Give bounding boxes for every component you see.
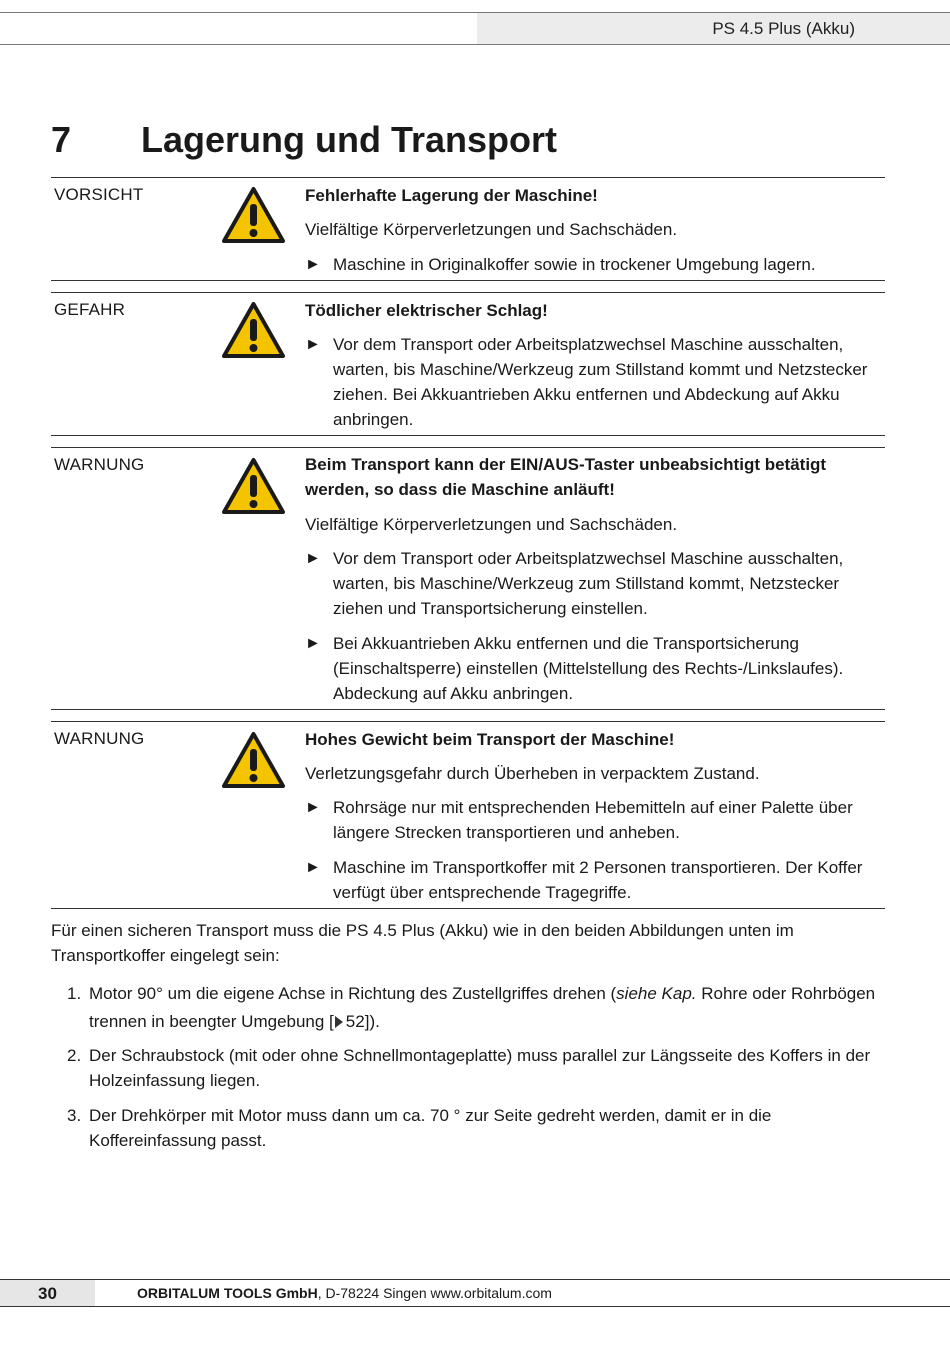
warning-text: Verletzungsgefahr durch Überheben in verpacktem Zustand.: [305, 764, 760, 783]
warning-bullet: ► Rohrsäge nur mit entsprechenden Hebemitteln auf einer Palette über längere Strecken transportieren und anheben.: [305, 795, 885, 845]
warning-title: Hohes Gewicht beim Transport der Maschine!: [305, 730, 675, 749]
warning-text: Vielfältige Körperverletzungen und Sachschäden.: [305, 515, 678, 534]
warning-rule-bottom: [51, 908, 885, 909]
warning-title: Tödlicher elektrischer Schlag!: [305, 301, 548, 320]
page-reference[interactable]: 52: [345, 1012, 365, 1031]
chapter-title: Lagerung und Transport: [141, 119, 558, 160]
arrow-right-icon: ►: [305, 799, 321, 816]
chapter-number: 7: [51, 119, 72, 160]
company-address: , D-78224 Singen www.orbitalum.com: [317, 1285, 552, 1301]
signal-word: WARNUNG: [54, 729, 145, 748]
footer-text: [137, 1285, 552, 1301]
signal-word: VORSICHT: [54, 185, 144, 204]
warning-triangle-icon: [221, 457, 286, 515]
warning-bullet: ► Maschine im Transportkoffer mit 2 Personen transportieren. Der Koffer verfügt über entsprechende Tragegriffe.: [305, 855, 885, 905]
signal-word: GEFAHR: [54, 300, 126, 319]
header-rule-bottom: [0, 44, 950, 45]
list-item: 1. Motor 90° um die eigene Achse in Richtung des Zustellgriffes drehen (siehe Kap. Rohre oder Rohrbögen trennen in beengter Umgebung [ 52]).: [67, 984, 876, 1031]
footer-rule-bottom: [0, 1306, 950, 1307]
warning-text: Vielfältige Körperverletzungen und Sachschäden.: [305, 220, 678, 239]
arrow-right-icon: ►: [305, 859, 321, 876]
warning-rule-top: [51, 721, 885, 722]
warning-triangle-icon: [221, 301, 286, 359]
arrow-right-icon: ►: [305, 550, 321, 567]
warning-rule-top: [51, 292, 885, 293]
arrow-right-icon: ►: [305, 635, 321, 652]
warning-triangle-icon: [221, 186, 286, 244]
arrow-right-icon: ►: [305, 336, 321, 353]
signal-word: WARNUNG: [54, 455, 145, 474]
company-name: ORBITALUM TOOLS GmbH: [137, 1285, 318, 1301]
warning-title: Beim Transport kann der EIN/AUS-Taster unbeabsichtigt betätigt werden, so dass die Maschine anläuft!: [305, 455, 827, 499]
warning-bullet: ► Vor dem Transport oder Arbeitsplatzwechsel Maschine ausschalten, warten, bis Maschine/Werkzeug zum Stillstand kommt, Netzstecker ziehen und Transportsicherung einstellen.: [305, 546, 885, 621]
warning-rule-bottom: [51, 280, 885, 281]
warning-bullet: ► Vor dem Transport oder Arbeitsplatzwechsel Maschine ausschalten, warten, bis Maschine/Werkzeug zum Stillstand kommt und Netzstecker ziehen. Bei Akkuantrieben Akku entfernen und Abdeckung auf Akku anbringen.: [305, 332, 885, 432]
see-chapter-label: siehe Kap.: [616, 984, 697, 1003]
header-title: PS 4.5 Plus (Akku): [712, 19, 855, 38]
warning-triangle-icon: [221, 731, 286, 789]
warning-title: Fehlerhafte Lagerung der Maschine!: [305, 186, 598, 205]
warning-bullet: ► Bei Akkuantrieben Akku entfernen und die Transportsicherung (Einschaltsperre) einstellen (Mittelstellung des Rechts-/Linkslaufes). Abdeckung auf Akku anbringen.: [305, 631, 885, 706]
warning-rule-bottom: [51, 709, 885, 710]
page-number: 30: [38, 1284, 57, 1303]
chapter-reference-link[interactable]: Rohre oder Rohrbögen trennen in beengter Umgebung [: [89, 984, 876, 1031]
arrow-right-icon: ►: [305, 256, 321, 273]
warning-rule-bottom: [51, 435, 885, 436]
list-item: 2. Der Schraubstock (mit oder ohne Schnellmontageplatte) muss parallel zur Längsseite des Koffers in der Holzeinfassung liegen.: [67, 1046, 871, 1090]
warning-rule-top: [51, 447, 885, 448]
list-item: 3. Der Drehkörper mit Motor muss dann um ca. 70 ° zur Seite gedreht werden, damit er in die Koffereinfassung passt.: [67, 1106, 772, 1150]
footer-rule-top: [0, 1279, 950, 1280]
intro-paragraph: Für einen sicheren Transport muss die PS 4.5 Plus (Akku) wie in den beiden Abbildungen unten im Transportkoffer eingelegt sein:: [51, 921, 794, 965]
warning-rule-top: [51, 177, 885, 178]
page-reference-arrow-icon: [335, 1016, 343, 1028]
warning-bullet: ► Maschine in Originalkoffer sowie in trockener Umgebung lagern.: [305, 252, 885, 277]
